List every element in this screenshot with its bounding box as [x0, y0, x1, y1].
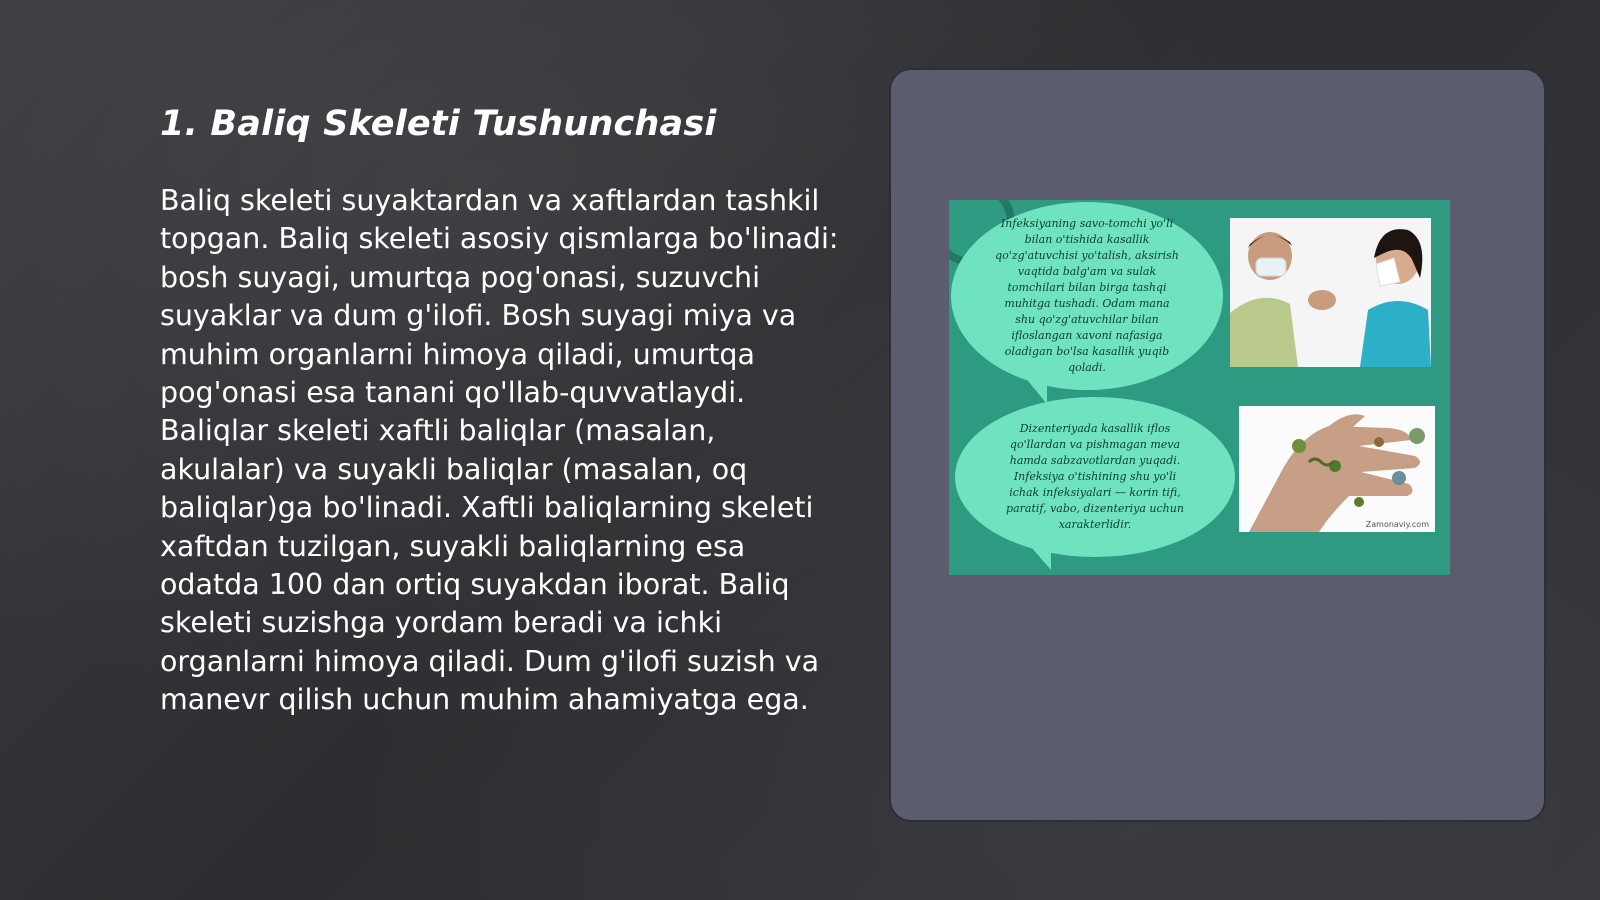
speech-bubble-top-text: Infeksiyaning savo-tomchi yo'li bilan o'tishida kasallik qo'zg'atuvchisi yo'talish, aksirish vaqtida balg'am va sulak tomchilari bilan birga tashqi muhitga tushadi. Odam mana shu qo'zg'atuvchilar bilan ifloslangan xavoni nafasiga oladigan bo'lsa kasallik yuqib qoladi.: [995, 217, 1179, 374]
photo-germ-hand: [1239, 406, 1435, 532]
slide-title: 1. Baliq Skeleti Tushunchasi: [160, 104, 717, 144]
speech-bubble-top: [951, 202, 1223, 390]
sneezing-people-illustration: [1230, 218, 1431, 367]
watermark-text: Zamonaviy.com: [1365, 520, 1429, 529]
photo-sneezing-people: [1230, 218, 1431, 367]
speech-bubble-top-tail: [1019, 370, 1047, 404]
speech-bubble-bottom-tail: [1025, 540, 1051, 570]
slide-body-text: Baliq skeleti suyaktardan va xaftlardan tashkil topgan. Baliq skeleti asosiy qismlarga bo'linadi: bosh suyagi, umurtqa pog'onasi, suzuvchi suyaklar va dum g'ilofi. Bosh suyagi miya va muhim organlarni himoya qiladi, umurtqa pog'onasi esa tanani qo'llab-quvvatlaydi. Baliqlar skeleti xaftli baliqlar (masalan, akulalar) va suyakli baliqlar (masalan, oq baliqlar)ga bo'linadi. Xaftli baliqlarning skeleti xaftdan tuzilgan, suyakli baliqlarning esa odatda 100 dan ortiq suyakdan iborat. Baliq skeleti suzishga yordam beradi va ichki organlarni himoya qiladi. Dum g'ilofi suzish va manevr qilish uchun muhim ahamiyatga ega.: [160, 184, 839, 717]
infographic-image: [949, 200, 1450, 575]
hand-with-germs-illustration: [1239, 406, 1435, 532]
speech-bubble-bottom: [955, 397, 1235, 557]
speech-bubble-bottom-text: Dizenteriyada kasallik iflos qo'llardan va pishmagan meva hamda sabzavotlardan yuqadi. Infeksiya o'tishining shu yo'li ichak infeksiyalari — korin tifi, paratif, vabo, dizenteriya uchun xarakterlidir.: [1006, 422, 1184, 531]
